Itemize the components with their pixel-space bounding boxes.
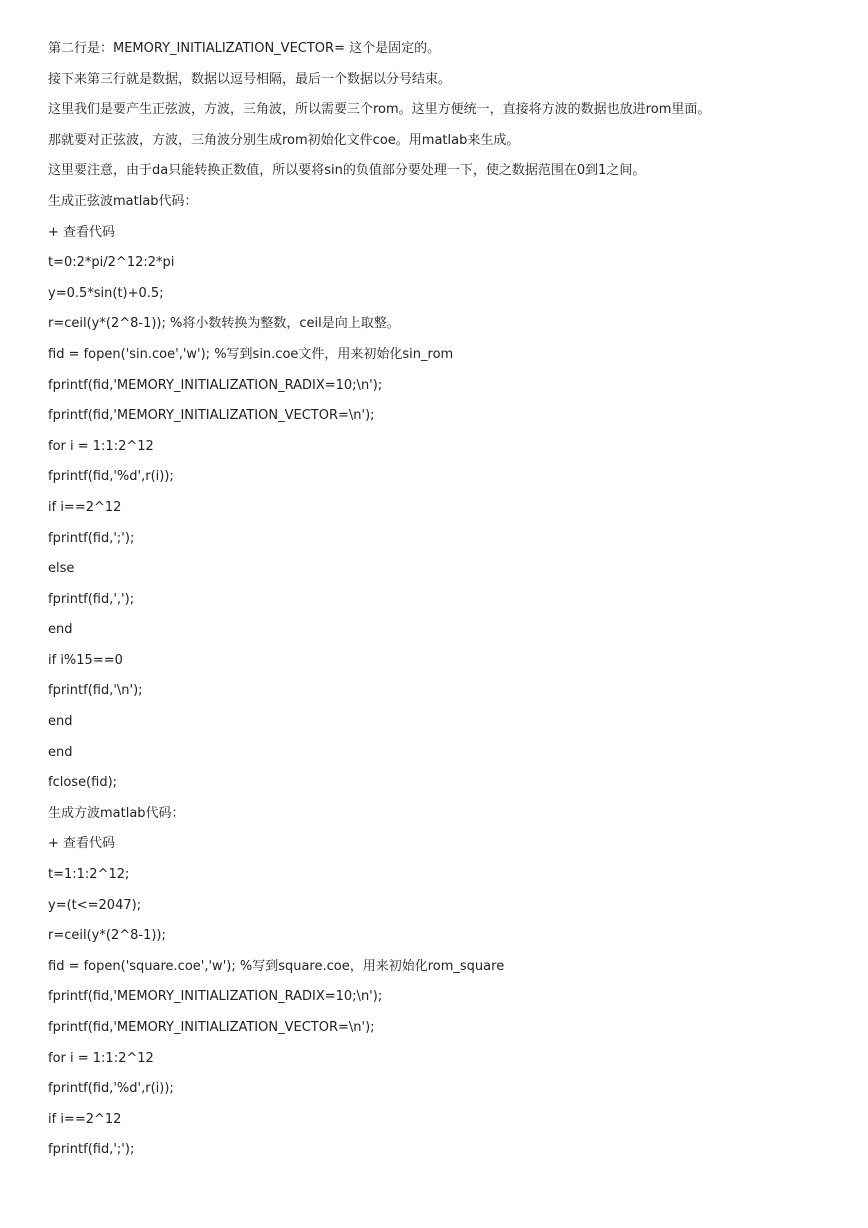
code-line: fprintf(fid,'%d',r(i)); <box>48 469 174 485</box>
code-line: fprintf(fid,'MEMORY_INITIALIZATION_RADIX=10;\n'); <box>48 377 383 393</box>
code-line: fprintf(fid,','); <box>48 591 135 607</box>
code-line: end <box>48 744 73 760</box>
code-line: fid = fopen('square.coe','w'); %写到square.coe，用来初始化rom_square <box>48 958 505 974</box>
code-line: fid = fopen('sin.coe','w'); %写到sin.coe文件，用来初始化sin_rom <box>48 346 454 362</box>
code-line: t=0:2*pi/2^12:2*pi <box>48 255 175 271</box>
code-line: fprintf(fid,';'); <box>48 530 135 546</box>
code-line: t=1:1:2^12; <box>48 867 130 883</box>
code-line: fprintf(fid,'MEMORY_INITIALIZATION_VECTOR=\n'); <box>48 408 375 424</box>
code-line: if i==2^12 <box>48 499 122 515</box>
code-line: for i = 1:1:2^12 <box>48 438 154 454</box>
code-line: y=0.5*sin(t)+0.5; <box>48 285 164 301</box>
code-line: r=ceil(y*(2^8-1)); %将小数转换为整数，ceil是向上取整。 <box>48 316 400 332</box>
code-line: else <box>48 561 75 577</box>
section-heading: 生成方波matlab代码： <box>48 805 185 821</box>
code-line: if i==2^12 <box>48 1111 122 1127</box>
code-line: fclose(fid); <box>48 775 118 791</box>
code-line: for i = 1:1:2^12 <box>48 1050 154 1066</box>
text-line: 这里我们是要产生正弦波，方波，三角波，所以需要三个rom。这里方便统一，直接将方波的数据也放进rom里面。 <box>48 102 711 118</box>
text-line: 接下来第三行就是数据，数据以逗号相隔，最后一个数据以分号结束。 <box>48 71 452 87</box>
code-line: fprintf(fid,'MEMORY_INITIALIZATION_RADIX=10;\n'); <box>48 989 383 1005</box>
text-line: 第二行是：MEMORY_INITIALIZATION_VECTOR= 这个是固定的。 <box>48 41 441 56</box>
text-line: 这里要注意，由于da只能转换正数值，所以要将sin的负值部分要处理一下，使之数据范围在0到1之间。 <box>48 163 646 179</box>
document-body <box>48 34 848 1166</box>
text-line: 那就要对正弦波，方波，三角波分别生成rom初始化文件coe。用matlab来生成。 <box>48 132 520 148</box>
code-line: fprintf(fid,';'); <box>48 1142 135 1158</box>
code-line: y=(t<=2047); <box>48 897 142 913</box>
section-heading: 生成正弦波matlab代码： <box>48 193 198 209</box>
code-line: end <box>48 714 73 730</box>
view-code-toggle[interactable]: + 查看代码 <box>48 224 116 240</box>
code-line: if i%15==0 <box>48 652 123 668</box>
code-line: fprintf(fid,'MEMORY_INITIALIZATION_VECTOR=\n'); <box>48 1020 375 1035</box>
code-line: fprintf(fid,'%d',r(i)); <box>48 1081 174 1097</box>
code-line: r=ceil(y*(2^8-1)); <box>48 928 166 944</box>
code-line: fprintf(fid,'\n'); <box>48 683 143 699</box>
code-line: end <box>48 622 73 638</box>
view-code-toggle[interactable]: + 查看代码 <box>48 836 116 852</box>
